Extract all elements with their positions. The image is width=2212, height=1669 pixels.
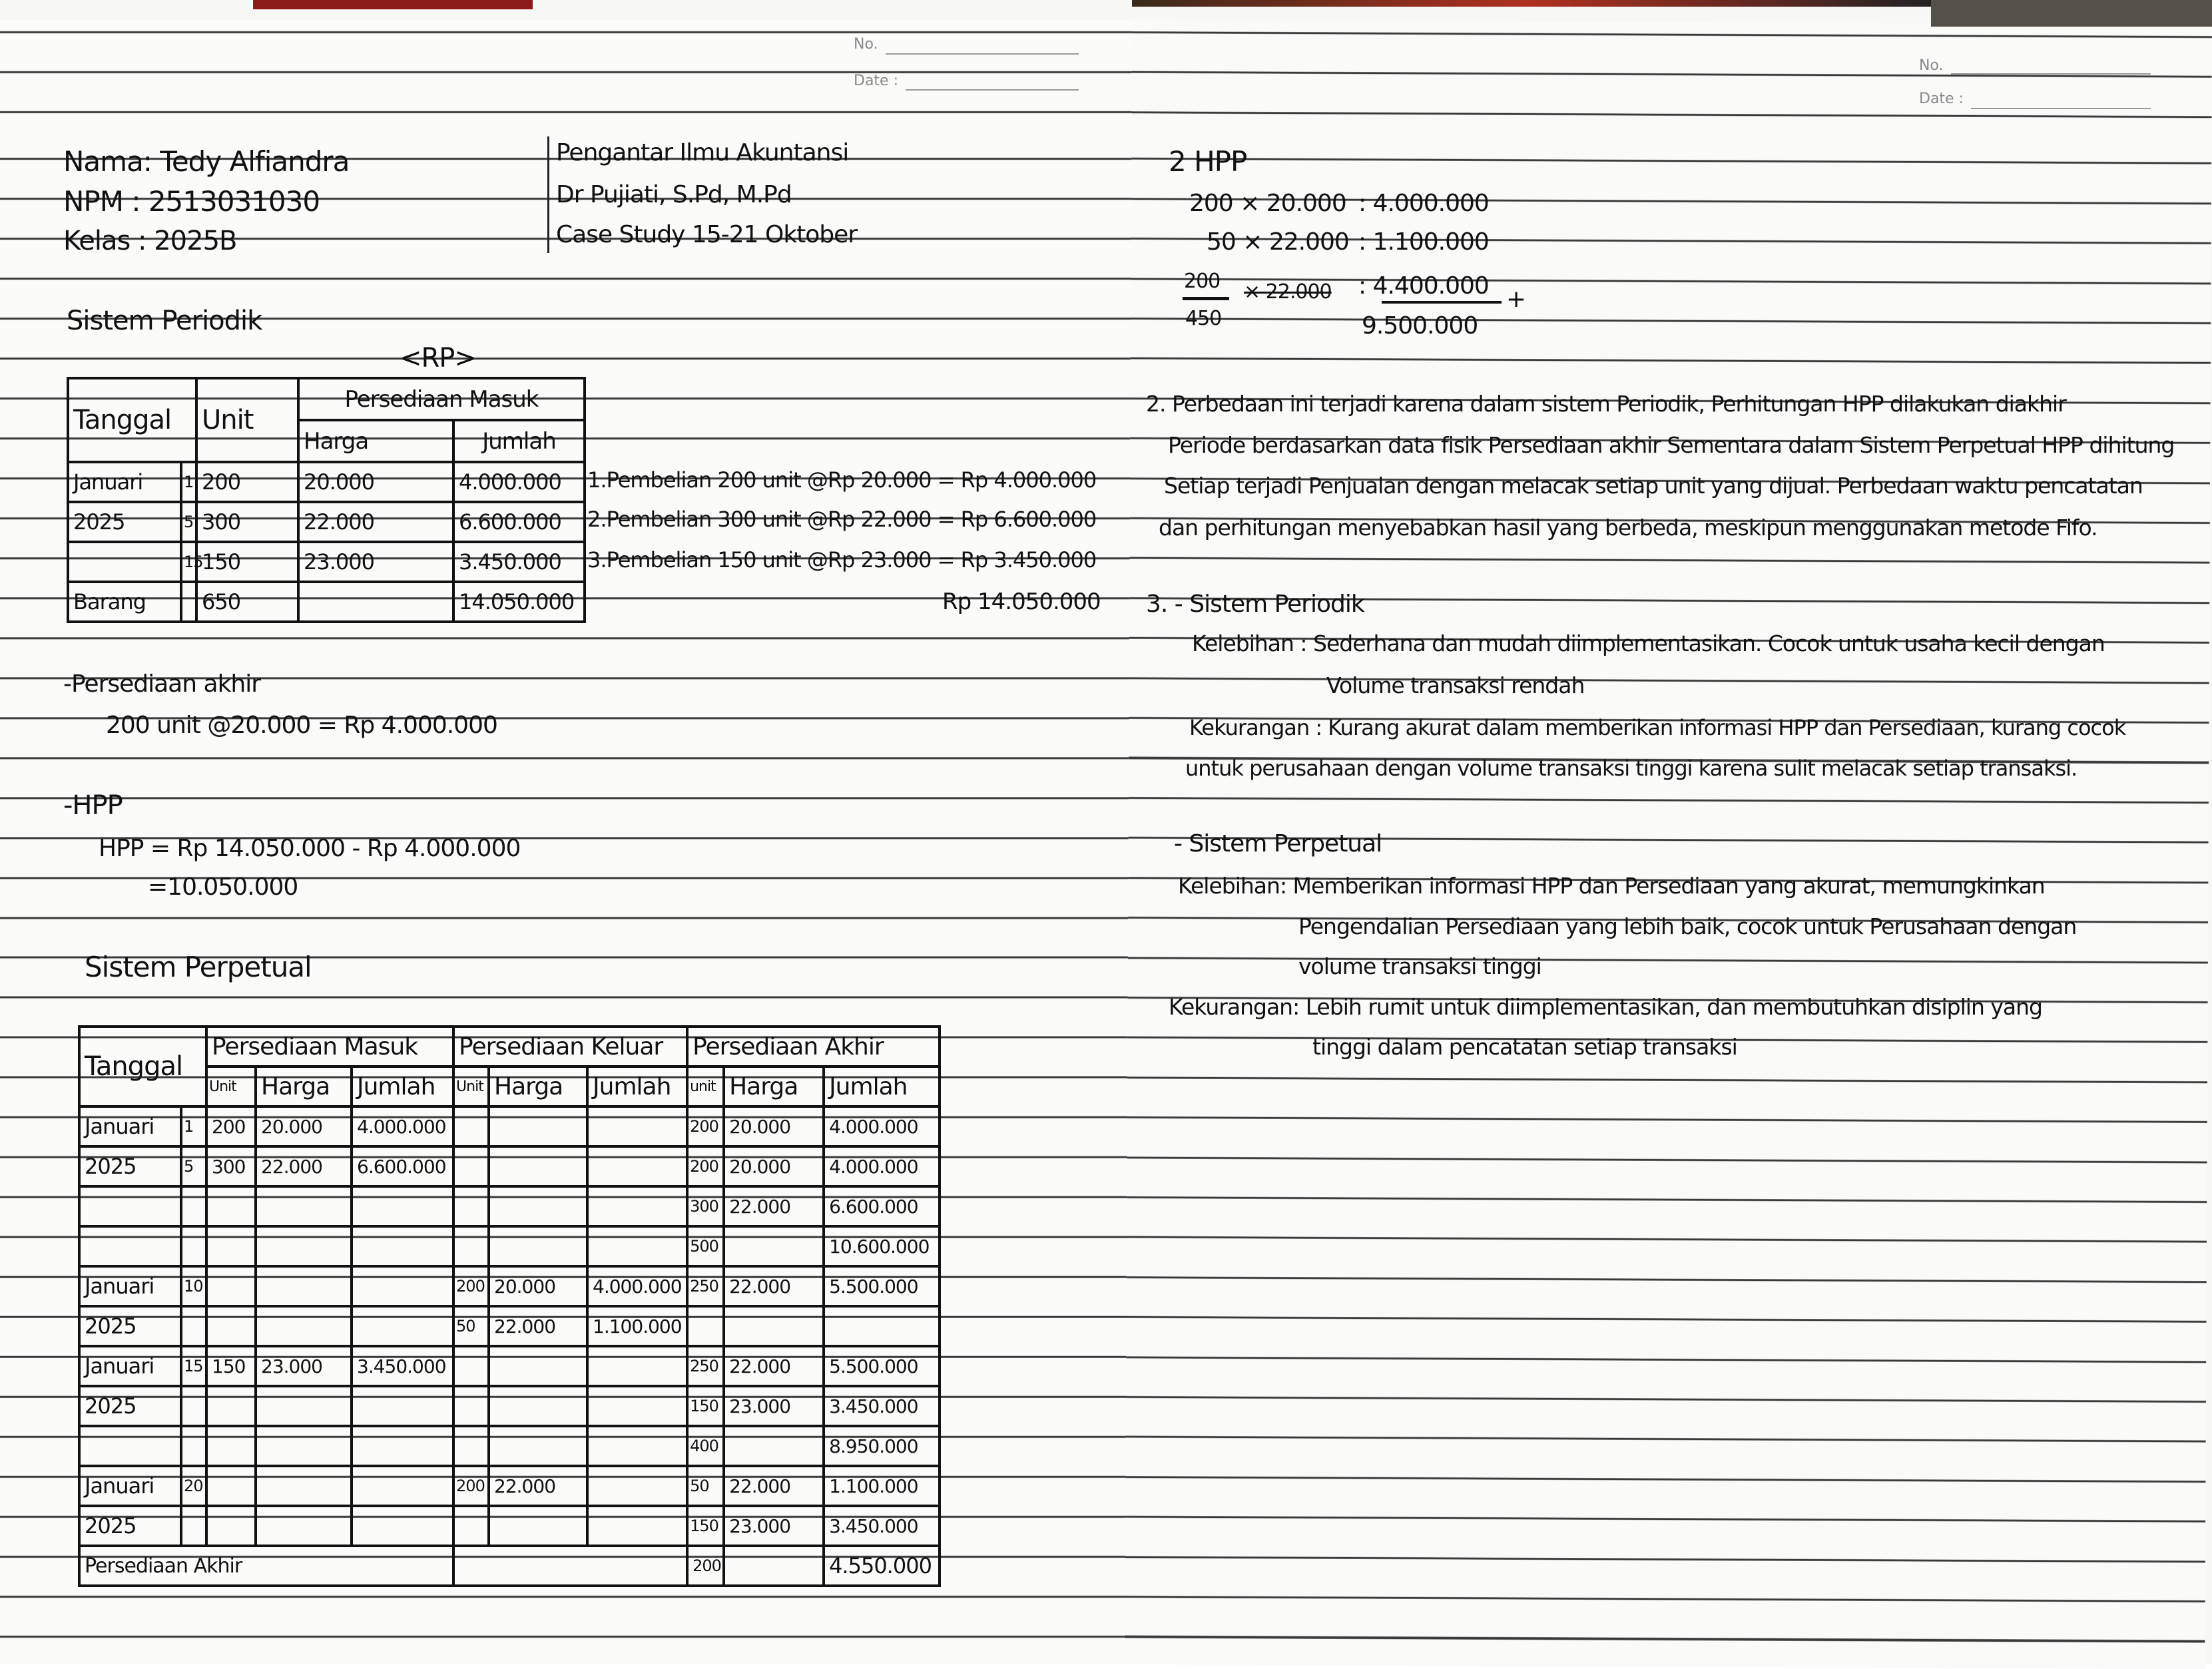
hpp-calc: HPP = Rp 14.050.000 - Rp 4.000.000 xyxy=(99,835,521,862)
table-cell: 14.050.000 xyxy=(453,582,585,622)
table-row xyxy=(79,1146,940,1186)
table-cell xyxy=(352,1266,453,1306)
table-cell xyxy=(181,1386,206,1426)
table-cell xyxy=(587,1386,687,1426)
table-cell: Januari xyxy=(79,1346,181,1386)
table-cell: 3.450.000 xyxy=(453,542,585,582)
hpp-result: : 4.400.000 xyxy=(1358,272,1489,300)
table-cell xyxy=(206,1186,256,1226)
table-cell: 22.000 xyxy=(724,1466,824,1506)
table-cell xyxy=(489,1346,587,1386)
hpp-calc: 200 × 20.000 xyxy=(1189,190,1346,217)
table-cell: 200 xyxy=(687,1106,724,1146)
table-cell xyxy=(181,1226,206,1266)
periodik-kekurangan: untuk perusahaan dengan volume transaksi tinggi karena sulit melacak setiap transaksi. xyxy=(1185,756,2077,781)
table-cell xyxy=(587,1466,687,1506)
table-cell: 23.000 xyxy=(724,1386,824,1426)
table-cell: 1 xyxy=(181,1106,206,1146)
table-cell xyxy=(352,1506,453,1546)
table-row xyxy=(68,542,585,582)
table-cell: 300 xyxy=(687,1186,724,1226)
table-cell: 22.000 xyxy=(724,1266,824,1306)
table-cell: 2025 xyxy=(79,1506,181,1546)
subheader-unit: Unit xyxy=(206,1067,256,1106)
table-cell: 150 xyxy=(206,1346,256,1386)
table-cell: 5.500.000 xyxy=(824,1266,940,1306)
purchase-line: 2.Pembelian 300 unit @Rp 22.000 = Rp 6.600.000 xyxy=(587,507,1097,532)
table-cell xyxy=(79,1426,181,1466)
table-cell: 250 xyxy=(687,1346,724,1386)
table-cell xyxy=(352,1466,453,1506)
table-cell xyxy=(587,1226,687,1266)
table-cell xyxy=(206,1506,256,1546)
table-cell xyxy=(489,1186,587,1226)
table-cell: 50 xyxy=(687,1466,724,1506)
header-divider xyxy=(547,136,549,253)
table-cell xyxy=(587,1506,687,1546)
table-cell: 23.000 xyxy=(298,542,453,582)
table-cell xyxy=(256,1506,352,1546)
table-cell: 22.000 xyxy=(724,1186,824,1226)
table-cell: 3.450.000 xyxy=(824,1386,940,1426)
table-cell xyxy=(489,1146,587,1186)
assignment-title: Case Study 15-21 Oktober xyxy=(556,221,858,248)
no-label: No. xyxy=(854,36,878,53)
course-lecturer: Dr Pujiati, S.Pd, M.Pd xyxy=(556,181,792,208)
table-cell xyxy=(206,1226,256,1266)
table-cell: 20.000 xyxy=(724,1146,824,1186)
table-cell xyxy=(489,1226,587,1266)
final-jumlah: 4.550.000 xyxy=(824,1546,940,1586)
table-cell: 4.000.000 xyxy=(824,1106,940,1146)
table-cell: 10.600.000 xyxy=(824,1226,940,1266)
header-persediaan-keluar: Persediaan Keluar xyxy=(453,1027,687,1067)
table-cell xyxy=(206,1306,256,1346)
table-cell xyxy=(687,1306,724,1346)
table-cell xyxy=(352,1386,453,1426)
table-cell: 22.000 xyxy=(724,1346,824,1386)
table-cell: 6.600.000 xyxy=(352,1146,453,1186)
table-cell: 150 xyxy=(687,1506,724,1546)
hpp-heading: -HPP xyxy=(63,790,123,821)
perpetual-table xyxy=(78,1025,941,1587)
table-cell: 300 xyxy=(196,502,298,542)
table-cell: 10 xyxy=(181,1266,206,1306)
no-line xyxy=(886,53,1079,55)
table-row xyxy=(79,1226,940,1266)
table-cell: 200 xyxy=(206,1106,256,1146)
table-row xyxy=(79,1186,940,1226)
table-cell xyxy=(724,1426,824,1466)
table-cell: 2025 xyxy=(68,502,181,542)
table-cell: 2025 xyxy=(79,1306,181,1346)
final-label: Persediaan Akhir xyxy=(79,1546,453,1586)
table-cell xyxy=(181,1306,206,1346)
subheader-jumlah: Jumlah xyxy=(587,1067,687,1106)
table-cell xyxy=(206,1386,256,1426)
table-cell xyxy=(256,1306,352,1346)
answer2-line: Periode berdasarkan data fisik Persediaan akhir Sementara dalam Sistem Perpetual HPP dihitung xyxy=(1168,432,2175,458)
table-cell: 23.000 xyxy=(724,1506,824,1546)
table-cell: Januari xyxy=(79,1466,181,1506)
final-empty xyxy=(724,1546,824,1586)
table-cell xyxy=(453,1426,489,1466)
table-cell: 500 xyxy=(687,1226,724,1266)
table-cell xyxy=(181,582,196,622)
table-cell xyxy=(79,1226,181,1266)
table-row xyxy=(79,1426,940,1466)
student-class: Kelas : 2025B xyxy=(63,226,237,256)
table-cell: 20 xyxy=(181,1466,206,1506)
table-cell: 8.950.000 xyxy=(824,1426,940,1466)
subheader-harga: Harga xyxy=(489,1067,587,1106)
student-npm: NPM : 2513031030 xyxy=(63,185,320,218)
table-cell: 300 xyxy=(206,1146,256,1186)
date-label: Date : xyxy=(1919,91,1964,107)
header-persediaan-masuk: Persediaan Masuk xyxy=(206,1027,453,1067)
table-cell xyxy=(587,1426,687,1466)
table-cell xyxy=(587,1106,687,1146)
perpetual-title: Sistem Perpetual xyxy=(85,951,312,983)
table-cell: 15 xyxy=(181,1346,206,1386)
table-cell xyxy=(352,1186,453,1226)
table-cell xyxy=(489,1426,587,1466)
periodik-kelebihan: Volume transaksi rendah xyxy=(1326,672,1585,698)
date-label: Date : xyxy=(854,73,898,89)
final-row xyxy=(79,1546,940,1586)
table-cell xyxy=(256,1266,352,1306)
table-cell xyxy=(352,1306,453,1346)
table-cell: 4.000.000 xyxy=(824,1146,940,1186)
table-cell xyxy=(453,1506,489,1546)
ending-inventory-calc: 200 unit @20.000 = Rp 4.000.000 xyxy=(106,712,497,739)
answer2-line: Setiap terjadi Penjualan dengan melacak setiap unit yang dijual. Perbedaan waktu pencatatan xyxy=(1164,473,2143,499)
table-cell xyxy=(489,1506,587,1546)
subheader-harga: Harga xyxy=(256,1067,352,1106)
table-cell xyxy=(206,1426,256,1466)
header-jumlah: Jumlah xyxy=(453,420,585,462)
currency-note: <RP> xyxy=(400,343,476,373)
ending-inventory-heading: -Persediaan akhir xyxy=(63,670,261,698)
table-cell xyxy=(453,1106,489,1146)
table-cell: 200 xyxy=(687,1146,724,1186)
table-cell: 200 xyxy=(196,462,298,502)
purchase-line: 3.Pembelian 150 unit @Rp 23.000 = Rp 3.450.000 xyxy=(587,547,1097,573)
table-cell xyxy=(181,1506,206,1546)
no-label: No. xyxy=(1919,57,1944,74)
table-row xyxy=(68,462,585,502)
table-row xyxy=(79,1306,940,1346)
table-cell: 3.450.000 xyxy=(352,1346,453,1386)
table-cell: 4.000.000 xyxy=(453,462,585,502)
header-persediaan-akhir: Persediaan Akhir xyxy=(687,1027,940,1067)
table-cell: 22.000 xyxy=(489,1466,587,1506)
date-line xyxy=(1971,108,2151,109)
perpetual-kelebihan: Kelebihan: Memberikan informasi HPP dan Persediaan yang akurat, memungkinkan xyxy=(1178,873,2045,899)
table-cell xyxy=(453,1146,489,1186)
table-row xyxy=(79,1506,940,1546)
no-line xyxy=(1951,73,2151,75)
perpetual-kekurangan: Kekurangan: Lebih rumit untuk diimplementasikan, dan membutuhkan disiplin yang xyxy=(1169,994,2042,1020)
header-persediaan-masuk: Persediaan Masuk xyxy=(298,378,585,420)
table-cell xyxy=(206,1266,256,1306)
table-cell xyxy=(256,1186,352,1226)
table-cell: 2025 xyxy=(79,1386,181,1426)
perpetual-kekurangan: tinggi dalam pencatatan setiap transaksi xyxy=(1312,1034,1737,1060)
table-cell xyxy=(181,1186,206,1226)
table-cell xyxy=(587,1146,687,1186)
table-cell xyxy=(79,1186,181,1226)
table-cell: 400 xyxy=(687,1426,724,1466)
fraction-numerator: 200 xyxy=(1184,270,1221,293)
hpp-result: : 4.000.000 xyxy=(1358,190,1489,217)
table-cell xyxy=(824,1306,940,1346)
table-cell xyxy=(206,1466,256,1506)
header-tanggal: Tanggal xyxy=(68,378,196,462)
table-row xyxy=(79,1106,940,1146)
periodik-kekurangan: Kekurangan : Kurang akurat dalam memberikan informasi HPP dan Persediaan, kurang cocok xyxy=(1189,715,2126,740)
table-row xyxy=(79,1266,940,1306)
subheader-jumlah: Jumlah xyxy=(352,1067,453,1106)
struck-calc: × 22.000 xyxy=(1244,280,1332,304)
table-cell: 22.000 xyxy=(489,1306,587,1346)
table-cell xyxy=(489,1106,587,1146)
header-unit: Unit xyxy=(196,378,298,462)
table-row xyxy=(79,1346,940,1386)
table-cell: 200 xyxy=(453,1266,489,1306)
hpp-result: =10.050.000 xyxy=(148,873,298,901)
table-cell: 22.000 xyxy=(256,1146,352,1186)
table-row xyxy=(79,1386,940,1426)
table-cell: 20.000 xyxy=(489,1266,587,1306)
table-cell: 5.500.000 xyxy=(824,1346,940,1386)
purchases-total: Rp 14.050.000 xyxy=(942,589,1101,615)
table-cell: 150 xyxy=(687,1386,724,1426)
table-cell: 23.000 xyxy=(256,1346,352,1386)
table-cell: 5 xyxy=(181,1146,206,1186)
table-cell xyxy=(453,1386,489,1426)
hpp-total: 9.500.000 xyxy=(1362,312,1478,340)
table-cell: 22.000 xyxy=(298,502,453,542)
table-cell: 20.000 xyxy=(298,462,453,502)
table-cell xyxy=(724,1306,824,1346)
table-cell: Barang xyxy=(68,582,181,622)
plus-sign: + xyxy=(1506,286,1526,313)
hpp-calc: 50 × 22.000 xyxy=(1207,228,1349,256)
fraction-denominator: 450 xyxy=(1185,307,1222,330)
perpetual-kelebihan: Pengendalian Persediaan yang lebih baik, cocok untuk Perusahaan dengan xyxy=(1298,913,2077,939)
purchase-line: 1.Pembelian 200 unit @Rp 20.000 = Rp 4.000.000 xyxy=(587,467,1097,493)
table-cell: 1 xyxy=(181,462,196,502)
table-cell xyxy=(489,1386,587,1426)
table-cell: 5 xyxy=(181,502,196,542)
table-cell: 250 xyxy=(687,1266,724,1306)
table-cell xyxy=(298,582,453,622)
table-cell: Januari xyxy=(79,1266,181,1306)
table-cell: 3.450.000 xyxy=(824,1506,940,1546)
table-cell: 4.000.000 xyxy=(352,1106,453,1146)
table-cell: 650 xyxy=(196,582,298,622)
table-cell: 1.100.000 xyxy=(824,1466,940,1506)
subheader-unit: unit xyxy=(687,1067,724,1106)
hpp-heading: 2 HPP xyxy=(1169,145,1247,178)
header-tanggal: Tanggal xyxy=(79,1027,206,1106)
header-harga: Harga xyxy=(298,420,453,462)
subheader-unit: Unit xyxy=(453,1067,489,1106)
date-line xyxy=(906,89,1079,91)
table-cell: 1.100.000 xyxy=(587,1306,687,1346)
table-cell xyxy=(256,1426,352,1466)
table-cell xyxy=(352,1226,453,1266)
course-subject: Pengantar Ilmu Akuntansi xyxy=(556,139,849,166)
table-cell: 150 xyxy=(196,542,298,582)
table-cell: 6.600.000 xyxy=(453,502,585,542)
table-cell xyxy=(724,1226,824,1266)
student-name: Nama: Tedy Alfiandra xyxy=(63,145,350,178)
table-cell: Januari xyxy=(79,1106,181,1146)
subheader-harga: Harga xyxy=(724,1067,824,1106)
table-cell xyxy=(453,1226,489,1266)
table-cell xyxy=(256,1466,352,1506)
final-empty xyxy=(453,1546,687,1586)
table-cell: 15 xyxy=(181,542,196,582)
table-cell xyxy=(256,1386,352,1426)
background-strip xyxy=(1931,0,2212,27)
subheader-jumlah: Jumlah xyxy=(824,1067,940,1106)
background-strip xyxy=(253,0,533,9)
table-cell: Januari xyxy=(68,462,181,502)
periodic-title: Sistem Periodik xyxy=(67,306,262,336)
table-cell xyxy=(587,1186,687,1226)
final-unit: 200 xyxy=(687,1546,724,1586)
perpetual-kelebihan: volume transaksi tinggi xyxy=(1298,953,1541,979)
table-row xyxy=(68,582,585,622)
table-cell: 20.000 xyxy=(256,1106,352,1146)
table-cell xyxy=(587,1346,687,1386)
table-row xyxy=(68,502,585,542)
fraction-bar xyxy=(1183,297,1229,300)
table-cell: 4.000.000 xyxy=(587,1266,687,1306)
table-cell xyxy=(453,1346,489,1386)
sum-line xyxy=(1382,301,1502,304)
hpp-result: : 1.100.000 xyxy=(1358,228,1489,256)
table-cell: 6.600.000 xyxy=(824,1186,940,1226)
answer3-heading: 3. - Sistem Periodik xyxy=(1146,591,1364,618)
table-cell xyxy=(68,542,181,582)
periodik-kelebihan: Kelebihan : Sederhana dan mudah diimplementasikan. Cocok untuk usaha kecil dengan xyxy=(1192,630,2105,656)
table-cell xyxy=(256,1226,352,1266)
table-cell: 200 xyxy=(453,1466,489,1506)
table-row xyxy=(79,1466,940,1506)
table-cell: 20.000 xyxy=(724,1106,824,1146)
table-cell: 50 xyxy=(453,1306,489,1346)
table-cell xyxy=(453,1186,489,1226)
table-cell: 2025 xyxy=(79,1146,181,1186)
periodic-table xyxy=(67,377,586,623)
table-cell xyxy=(181,1426,206,1466)
answer2-line: dan perhitungan menyebabkan hasil yang berbeda, meskipun menggunakan metode Fifo. xyxy=(1159,515,2097,541)
answer2-line: 2. Perbedaan ini terjadi karena dalam sistem Periodik, Perhitungan HPP dilakukan diakhir xyxy=(1146,391,2066,417)
perpetual-heading: - Sistem Perpetual xyxy=(1174,830,1382,857)
background-strip xyxy=(1132,0,1931,7)
table-cell xyxy=(352,1426,453,1466)
